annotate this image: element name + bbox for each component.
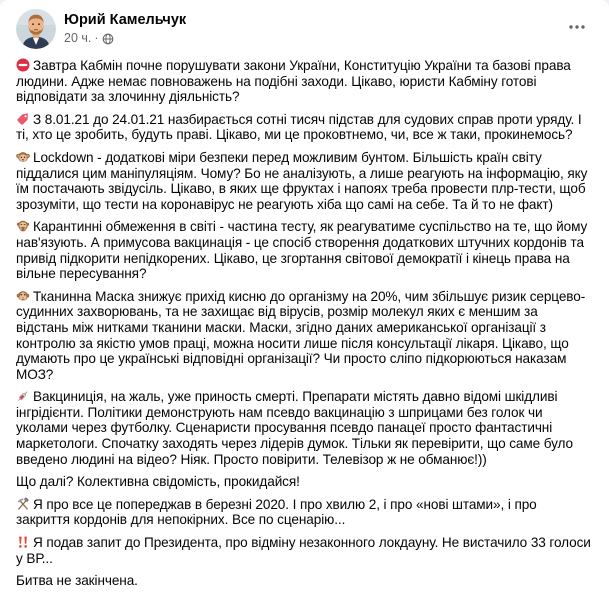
post-body <box>0 56 609 589</box>
post-paragraph <box>16 389 593 467</box>
globe-icon <box>102 33 114 45</box>
post-paragraph <box>16 289 593 383</box>
no-entry-icon <box>16 58 30 72</box>
post-paragraph <box>16 150 593 212</box>
post-paragraph <box>16 219 593 281</box>
meta-separator: · <box>94 31 99 45</box>
paragraph-text: Що далі? Колективна свідомість, прокидайся! <box>16 474 300 490</box>
more-options-icon <box>567 17 587 37</box>
double-exclamation-icon <box>16 535 30 549</box>
label-icon <box>16 112 30 126</box>
paragraph-text: Завтра Кабмін почне порушувати закони України, Конституцію України та базові права людини. Адже немає повноважень на подібні заходи. Цікаво, юристи Кабміну готові відповідати за злочинну діяльність? <box>16 58 571 105</box>
monkey-face-icon <box>16 289 30 303</box>
paragraph-text: З 8.01.21 до 24.01.21 назбирається сотні тисяч підстав для судових справ проти уряду. І ті, хто це зробить, будуть праві. Цікаво, ми це проковтнемо, чи, все ж таки, прокинемось? <box>16 111 582 143</box>
post-header <box>0 0 609 56</box>
avatar[interactable] <box>16 9 56 49</box>
avatar-photo <box>16 9 56 49</box>
post-paragraph <box>16 535 593 566</box>
paragraph-text: Тканинна Маска знижує прихід кисню до організму на 20%, чим збільшує ризик серцево-судинних захворювань, та не захищає від вірусів, розмір молекул яких є меншим за відстань між нитками тканини маски. Маски, згідно даних американської організації з контролю за якістю умов праці, можна носити лише після консультації лікаря. Цікаво, що думають про це українські відповідні організації? Чи просто сліпо підкорюються наказам МОЗ? <box>16 288 586 382</box>
paragraph-text: Lockdown - додаткові міри безпеки перед можливим бунтом. Більшість країн світу піддалися цим маніпуляціям. Чому? Бо не аналізують, а лише реагують на інформацію, яку їм постачають звідусіль. Цікаво, в яких ще фруктах і напоях треба провести плр-тести, щоб зрозуміти, що тести на коронавірус не реагують хіба що самі на себе. Та й то не факт) <box>16 149 588 212</box>
timestamp[interactable]: 20 ч. <box>64 31 92 45</box>
paragraph-text: Карантинні обмеження в світі - частина тесту, як реагуватиме суспільство на те, що йому нав'язують. А примусова вакцинація - це спосіб створення додаткових штучних кордонів та привід підкорити непідкорених. Цікаво, це згортання світової демократії і кінець права на вільне пересування? <box>16 219 588 282</box>
syringe-icon <box>16 389 30 403</box>
paragraph-text: Я подав запит до Президента, про відміну незаконного локдауну. Не вистачило 33 голоси у ВР... <box>16 535 591 566</box>
paragraph-text: Я про все це попереджав в березні 2020. І про хвилю 2, і про «нові штами», і про закриття кордонів для непокірних. Все по сценарію... <box>16 496 537 528</box>
header-info <box>64 9 561 46</box>
author-name[interactable]: Юрий Камельчук <box>64 12 187 28</box>
post-paragraph <box>16 497 593 528</box>
post-meta <box>64 31 561 46</box>
speak-no-evil-monkey-icon <box>16 219 30 233</box>
post-paragraph <box>16 112 593 143</box>
post-paragraph <box>16 474 593 490</box>
hear-no-evil-monkey-icon <box>16 150 30 164</box>
post-paragraph <box>16 58 593 105</box>
paragraph-text: Битва не закінчена. <box>16 573 138 589</box>
more-options-button[interactable] <box>561 11 593 43</box>
hammer-and-pick-icon <box>16 497 30 511</box>
paragraph-text: Вакциниція, на жаль, уже приность смерті. Препарати містять давно відомі шкідливі інгрідієнти. Політики демонструють нам псевдо вакцинацію з шприцами без голок чи уколами через футболку. Сценаристи просування псевдо панацеї просто фантастичні маркетологи. Спочатку заходять через лідерів думок. Тільки як перевірити, що саме було введено людині на відео? Ніяк. Просто повірити. Телевізор ж не обманює!)) <box>16 389 573 467</box>
post-paragraph <box>16 573 593 589</box>
